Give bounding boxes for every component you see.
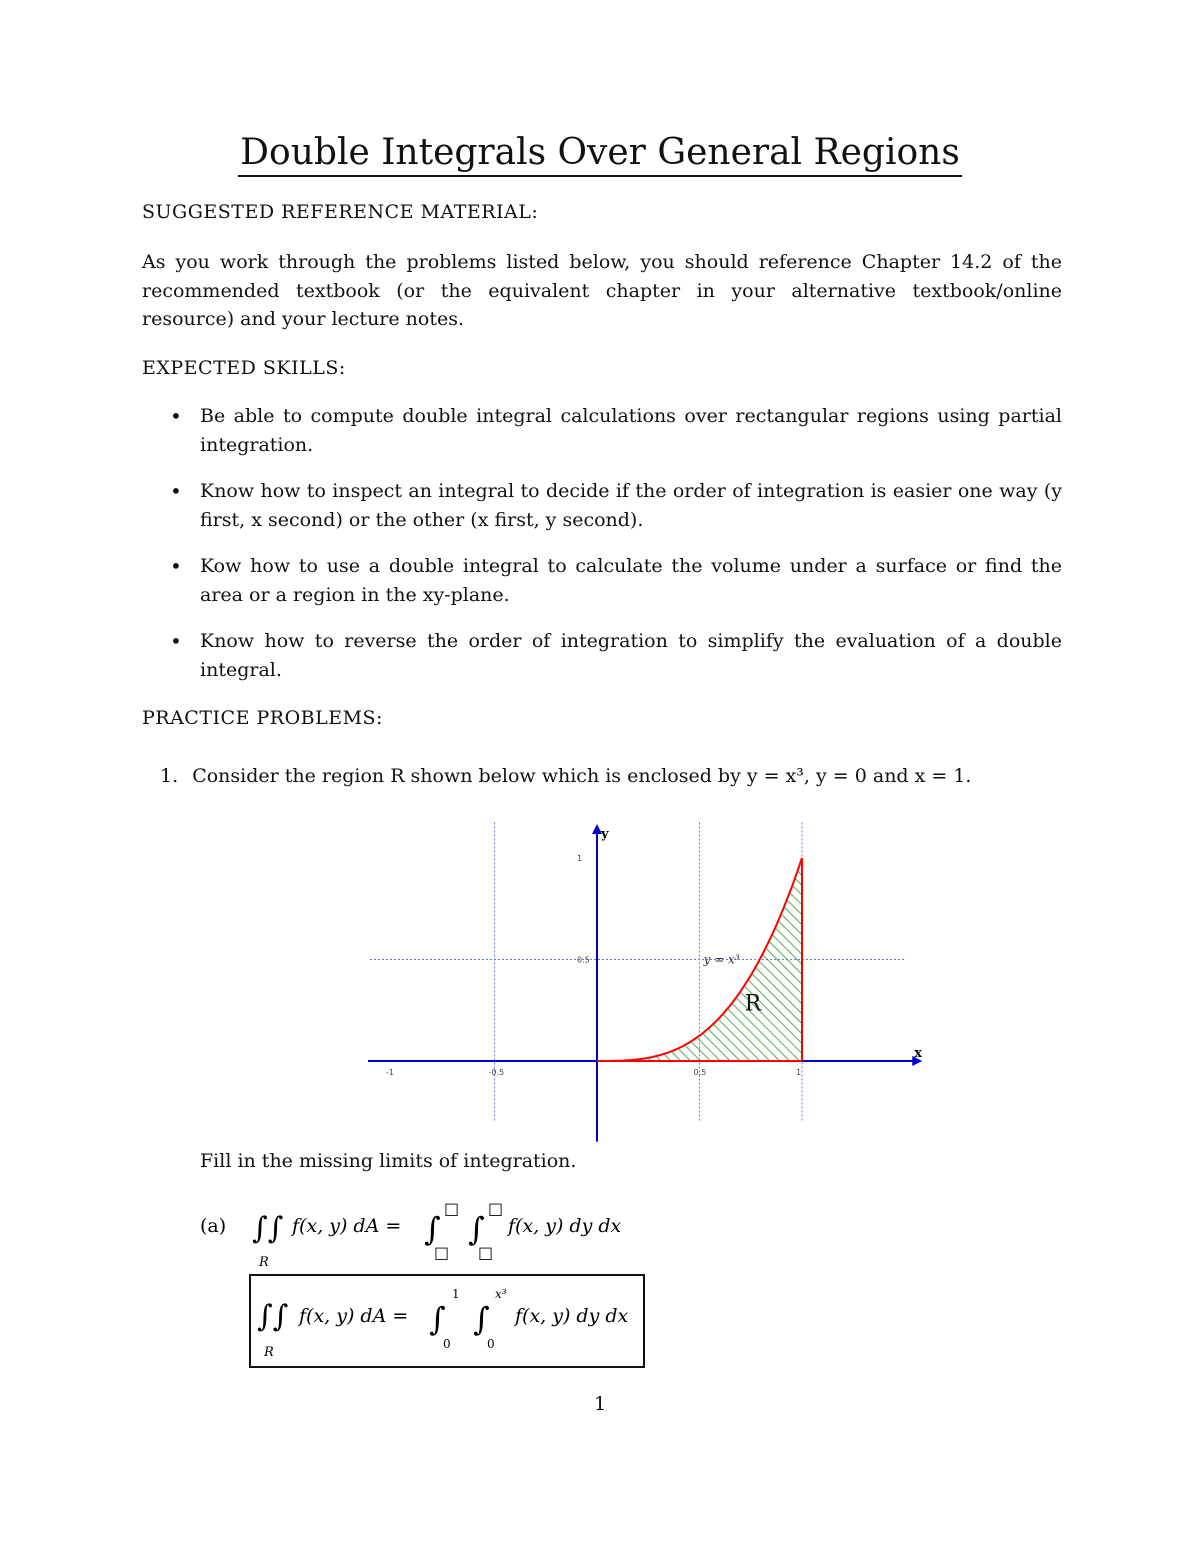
blank-inner-lower: □ <box>478 1243 494 1262</box>
answer-box <box>249 1274 645 1368</box>
x-tick-label: 1 <box>796 1068 802 1077</box>
practice-heading: PRACTICE PROBLEMS: <box>142 707 383 729</box>
reference-heading: SUGGESTED REFERENCE MATERIAL: <box>142 201 539 223</box>
skill-item: • Know how to inspect an integral to decide if the order of integration is easier one way (y first, x second) or the other (x first, y second). <box>142 477 1062 534</box>
x-tick-label: 0.5 <box>693 1068 707 1077</box>
integrand-lhs: f(x, y) dA = <box>299 1305 409 1327</box>
region-subscript: R <box>264 1345 274 1360</box>
blank-outer-lower: □ <box>434 1243 450 1262</box>
outer-upper-limit: 1 <box>452 1287 460 1301</box>
x-tick-label: -0.5 <box>488 1068 505 1077</box>
skill-item: • Kow how to use a double integral to calculate the volume under a surface or find the area or a region in the xy-plane. <box>142 552 1062 609</box>
axes <box>368 824 922 1142</box>
x-tick-label: -1 <box>386 1068 394 1077</box>
integral-sign-inner: ∫ <box>468 1210 485 1248</box>
curve-label: y = x³ <box>703 952 740 967</box>
problem-number: 1. <box>160 765 179 787</box>
region-subscript: R <box>259 1255 269 1270</box>
page-title: Double Integrals Over General Regions <box>0 132 1200 173</box>
y-tick-label: 1 <box>577 854 583 863</box>
integral-sign-outer: ∫ <box>424 1210 441 1248</box>
fill-instruction: Fill in the missing limits of integration. <box>200 1150 577 1172</box>
problem-text: Consider the region R shown below which is enclosed by y = x³, y = 0 and x = 1. <box>192 765 972 787</box>
integrand-rhs: f(x, y) dy dx <box>508 1215 622 1237</box>
skills-list <box>142 402 1062 702</box>
reference-text: As you work through the problems listed below, you should reference Chapter 14.2 of the recommended textbook (or the equivalent chapter in your alternative textbook/online resource) and your lecture notes. <box>142 251 1062 330</box>
region-plot <box>360 820 923 1110</box>
y-axis-label: y <box>601 827 609 842</box>
problem-1 <box>160 762 971 790</box>
skill-item: • Be able to compute double integral calculations over rectangular regions using partial integration. <box>142 402 1062 459</box>
page-number: 1 <box>593 1393 607 1415</box>
integral-sign-outer: ∫ <box>429 1300 446 1338</box>
blank-outer-upper: □ <box>444 1199 460 1218</box>
integrand-lhs: f(x, y) dA = <box>292 1215 402 1237</box>
skills-heading: EXPECTED SKILLS: <box>142 357 346 379</box>
y-tick-label: 0.5 <box>577 955 590 965</box>
grid-lines <box>370 823 904 1122</box>
inner-upper-limit: x³ <box>495 1287 507 1301</box>
double-integral-sign: ∫∫ <box>257 1299 289 1334</box>
answer-equation <box>251 1276 643 1366</box>
double-integral-sign: ∫∫ <box>252 1211 284 1246</box>
equation-a <box>200 1198 660 1268</box>
part-a-label: (a) <box>200 1215 227 1237</box>
x-axis-label: x <box>914 1046 923 1061</box>
blank-inner-upper: □ <box>488 1199 504 1218</box>
region-label: R <box>744 991 762 1017</box>
skill-item: • Know how to reverse the order of integration to simplify the evaluation of a double integral. <box>142 627 1062 684</box>
inner-lower-limit: 0 <box>487 1337 495 1351</box>
integrand-rhs: f(x, y) dy dx <box>515 1305 629 1327</box>
outer-lower-limit: 0 <box>443 1337 451 1351</box>
integral-sign-inner: ∫ <box>473 1300 490 1338</box>
